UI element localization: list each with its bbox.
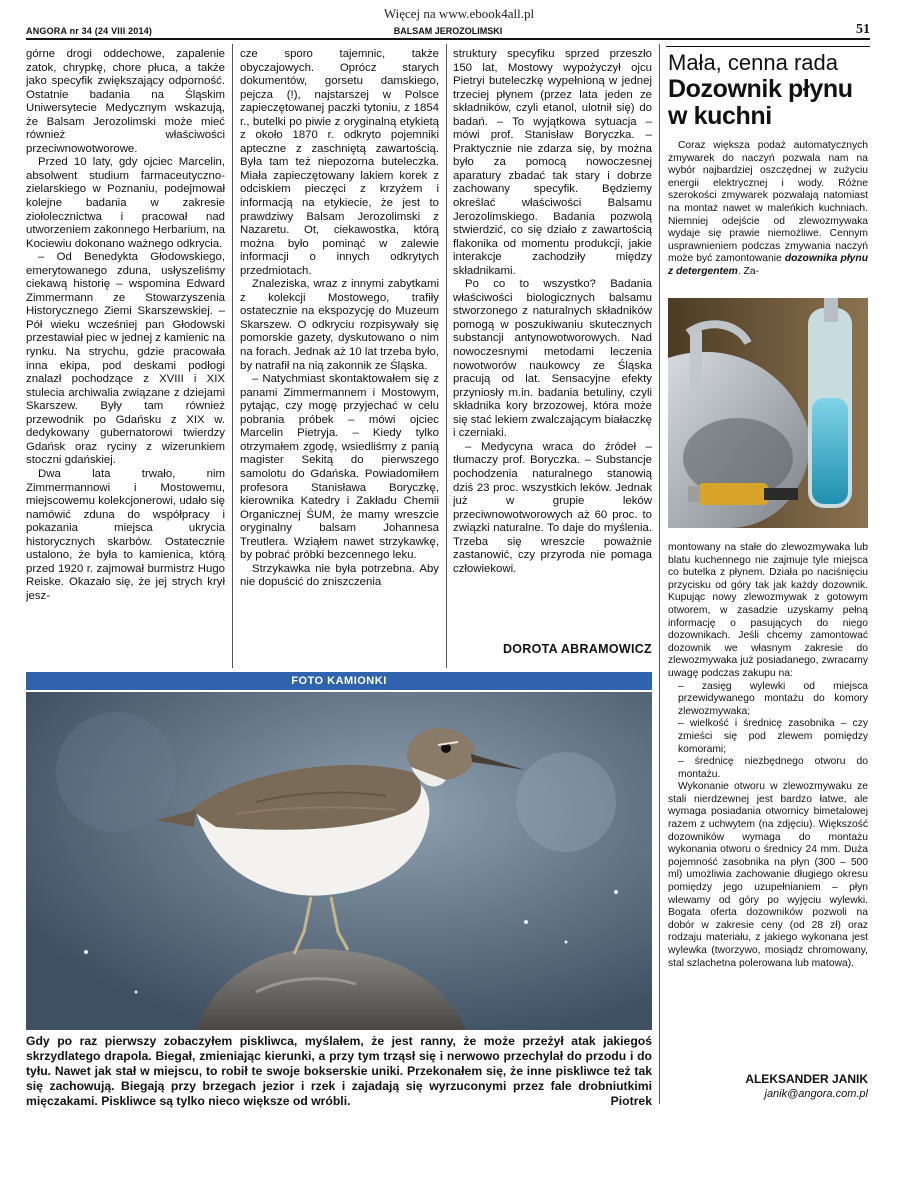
paragraph: Dwa lata trwało, nim Zimmermannowi i Mostowemu, miejscowemu kolekcjonerowi, udało się namówić zduna do współpracy i pokazania miejsca ukrycia historycznych skarbów. Ostatecznie ustalono, że była to kamienica, którą przed 1920 r. zajmował burmistrz Hugo Reiske. Okazało się, że jej strych krył jesz- (26, 467, 225, 602)
sidebar-title: Dozownik płynu w kuchni (668, 75, 853, 130)
intro-end: . Za- (737, 265, 759, 277)
paragraph: – Medycyna wraca do źródeł – tłumaczy prof. Boryczka. – Substancje pochodzenia naturalnego stanowią dziś 23 proc. wszystkich leków. Jednak już w grupie leków przeciwnowotworowych aż 60 proc. to związki naturalne. To daje do myślenia. Trzeba się wreszcie poważnie zastanowić, czy przyroda nie pomaga człowiekowi. (453, 440, 652, 575)
list-item: – wielkość i średnicę zasobnika – czy zmieści się pod zlewem pomiędzy komorami; (678, 718, 868, 755)
list-item: – średnicę niezbędnego otworu do montażu. (678, 756, 868, 780)
paragraph: – Natychmiast skontaktowałem się z panami Zimmermannem i Mostowym, pytając, czy mogę przyjechać w celu pobrania próbek – mówi ojciec Marcelin Pietryja. – Kiedy tylko otrzymałem zgodę, wsiedliśmy z panią magister Sekitą do pierwszego samolotu do Gdańska. Powiadomiłem profesora Stanisława Boryczkę, kierownika Katedry i Zakładu Chemii Organicznej ŚUM, że mamy wreszcie oryginalny balsam Johannesa Treutlera. Wziąłem nawet strzykawkę, by pobrać próbki bezcennego leku. (240, 373, 439, 562)
paragraph: cze sporo tajemnic, także obyczajowych. Oprócz starych dokumentów, gorsetu damskiego, pejcza (!), najstarszej w Polsce zapieczętowanej paczki tytoniu, z 1854 r., butelki po piwie z oryginalną etykietą z około 1870 r. odkryto pojemniki apteczne z zaschniętą zawartością. Była tam też niepozorna buteleczka. Miała zapieczętowany lakiem korek z odciskiem pieczęci z krzyżem i informacją na etykiecie, że jest to prawdziwy Balsam Jerozolimski z Nazaretu. Ot, ciekawostka, którą można było pominąć w zalewie informacji o innych odkrytych przedmiotach. (240, 48, 439, 277)
paragraph: – Od Benedykta Głodowskiego, emerytowanego zduna, usłyszeliśmy ciekawą historię – wspomina Edward Zimmermann ze Stowarzyszenia Historycznego Ziemi Skarszewskiej. – Pół wieku wcześniej pan Głodowski przestawiał piec w jednej z kamienic na rynku. Na strychu, gdzie pracowała inna ekipa, pod deskami podłogi znalazł pochodzące z XVIII i XIX stulecia archiwalia związane z dziejami Skarszew. Były tam również przewodnik po Gdańsku z XIX w. dedykowany gubernatorowi twierdzy Gdańsk oraz ryciny z wizerunkiem stoczni gdańskiej. (26, 251, 225, 467)
caption-text: Gdy po raz pierwszy zobaczyłem piskliwca, myślałem, że jest ranny, że może przeżył atak jakiegoś skrzydlatego drapola. Biegał, zmieniając kierunki, a przy tym trząsł się i nerwowo przechylał do przodu i do tyłu. Nawet jak stał w miejscu, to robił te swoje bokserskie uniki. Przekonałem się, że inne piskliwce też tak się zachowują. Biegają przy brzegach jezior i rzek i zajadają się wyrzuconymi przez fale drobniutkimi mięczakami. Piskliwce są tylko nieco większe od wróbli. (26, 1034, 652, 1108)
article-column-1 (26, 48, 225, 668)
paragraph: Przed 10 laty, gdy ojciec Marcelin, absolwent studium farmaceutyczno-zielarskiego w Poznaniu, podejmował kolejne badania w zakresie ziołolecznictwa i pracował nad utworzeniem zakonnego Herbarium, na Kociewiu dokonano ważnego odkrycia. (26, 156, 225, 250)
paragraph: Strzykawka nie była potrzebna. Aby nie dopuścić do zniszczenia (240, 562, 439, 589)
sidebar-top-rule (666, 46, 870, 47)
sidebar-body (668, 542, 868, 970)
article-column-2 (240, 48, 439, 668)
column-divider (232, 44, 233, 668)
dispenser-photo (668, 298, 868, 528)
sandpiper-illustration (26, 692, 652, 1030)
paragraph: Wykonanie otworu w zlewozmywaku ze stali nierdzewnej jest bardzo łatwe, ale wymaga posiadania otwornicy bimetalowej razem z uchwytem (na zdjęciu). Większość dozowników wymaga do montażu wykonania otworu o średnicy 24 mm. Duża pojemność zasobnika na płyn (300 – 500 ml) umożliwia zachowanie długiego okresu pomiędzy jego uzupełnianiem – płyn wlewamy od góry po wyjęciu wylewki. Bogata oferta dozowników pozwoli na dobór w zakresie ceny (od 28 zł) oraz rodzaju materiału, z jakiego wykonana jest wylewka (tworzywo, mosiądz chromowany, stal szlachetna polerowana lub matowa). (668, 781, 868, 969)
dispenser-illustration (668, 298, 868, 528)
issue-info: ANGORA nr 34 (24 VIII 2014) (26, 26, 153, 36)
paragraph (668, 140, 868, 279)
caption-author: Piotrek (610, 1094, 652, 1108)
section-title: BALSAM JEROZOLIMSKI (393, 26, 503, 36)
page-number: 51 (856, 22, 870, 37)
sidebar-intro (668, 140, 868, 279)
top-banner: Więcej na www.ebook4all.pl (383, 6, 535, 21)
paragraph: Po co to wszystko? Badania właściwości biologicznych balsamu stworzonego z naturalnych składników pomogą w poszukiwaniu skutecznych substancji antynowotworowych. Nad nowoczesnymi metodami leczenia nowotworów naukowcy ze Śląska pracują od lat. Sensacyjne efekty przyniosły m.in. badania betuliny, czyli składnika kory brzozowej, która może się stać lekiem zwalczającym białaczkę i czerniaki. (453, 278, 652, 440)
intro-emphasis: dozownika płynu z detergentem (668, 253, 868, 277)
paragraph: montowany na stałe do zlewozmywaka lub blatu kuchennego nie zajmuje tyle miejsca co butelka z płynem. Działa po naciśnięciu przycisku od góry tak jak każdy dozownik. Kupując nowy zlewozmywak z gotowym otworem, w zasadzie uzyskamy pełną informację o pasujących do niego dozownikach. Jeśli chcemy zamontować dozownik we własnym zakresie do zlewozmywaka już posiadanego, zwracamy uwagę podczas zakupu na: (668, 542, 868, 679)
sidebar-byline: ALEKSANDER JANIK (745, 1072, 868, 1086)
column-divider (446, 44, 447, 668)
article-byline: DOROTA ABRAMOWICZ (502, 642, 652, 656)
article-column-3 (453, 48, 652, 628)
intro-text: Coraz większa podaż automatycznych zmywarek do naczyń pozwala nam na wybór najbardziej oszczędnej w zużyciu energii elektrycznej i wody. Różne szerokości zmywarek pozwalają natomiast na montaż nawet w maleńkich kuchniach. Niemniej odejście od zlewozmywaka wydaje się prawie niemożliwe. Cennym usprawnieniem podczas zmywania naczyń może być zamontowanie (668, 140, 868, 265)
sandpiper-photo (26, 692, 652, 1030)
paragraph: struktury specyfiku sprzed przeszło 150 lat, Mostowy wypożyczył ojcu Pietryi buteleczkę wypełnioną w jednej trzeciej płynem (przez lata jeden ze składników, czyli etanol, ulotnił się) do badań. – To wyjątkowa sytuacja – mówi prof. Stanisław Boryczka. – Praktycznie nie zdarza się, by można było za pomocą nowoczesnej aparatury zbadać tak stary i dobrze zachowany specyfik. Będziemy określać właściwości Balsamu Jerozolimskiego. Badania pozwolą stwierdzić, co się działo z zawartością flakonika od momentu produkcji, jakie interakcje zachodziły między składnikami. (453, 48, 652, 277)
paragraph: górne drogi oddechowe, zapalenie zatok, chrypkę, chore płuca, a także jako specyfik zwiększający odporność. Ostatnie badania na Śląskim Uniwersytecie Medycznym wskazują, że Balsam Jerozolimski może mieć również właściwości przeciwnowotworowe. (26, 48, 225, 155)
paragraph: Znaleziska, wraz z innymi zabytkami z kolekcji Mostowego, trafiły ostatecznie na ekspozycję do Muzeum Skarszew. O odkryciu rozpisywały się pomorskie gazety, dyskutowano o nim na forach. Jednak aż 10 lat trzeba było, by natrafił na nią zakonnik ze Śląska. (240, 278, 439, 372)
sidebar-divider (659, 44, 660, 1104)
author-email[interactable]: janik@angora.com.pl (764, 1088, 868, 1100)
sidebar-kicker: Mała, cenna rada (668, 50, 838, 75)
photo-section-bar: FOTO KAMIONKI (26, 672, 652, 690)
page-header (26, 22, 870, 40)
list-item: – zasięg wylewki od miejsca przewidywanego montażu do komory zlewozmywaka; (678, 680, 868, 717)
photo-caption (26, 1034, 652, 1109)
